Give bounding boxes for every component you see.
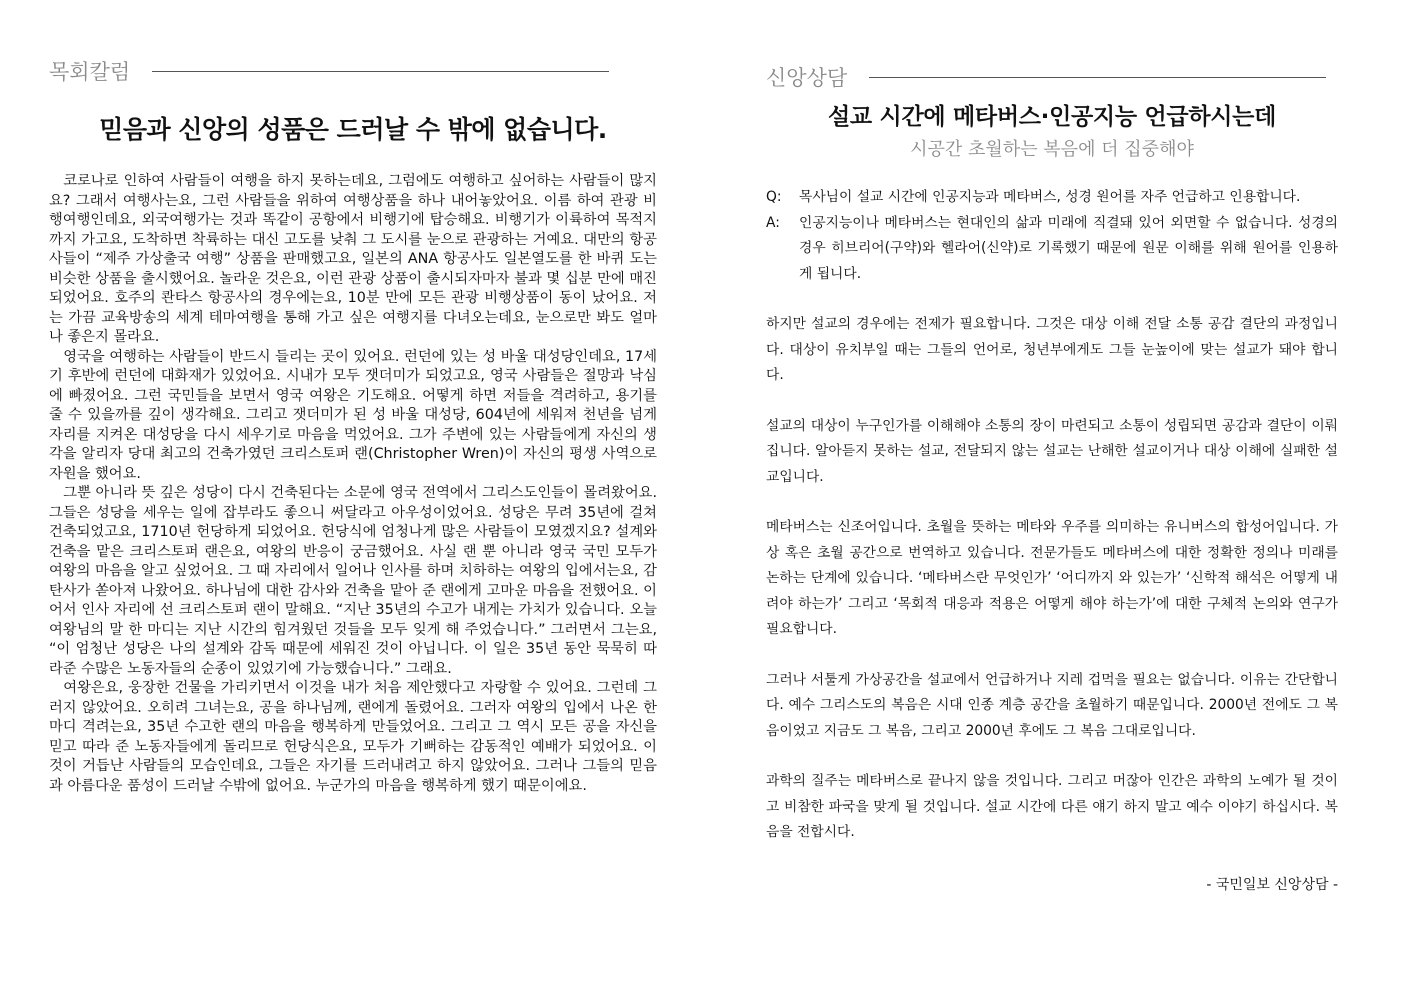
left-article-body [49, 172, 657, 796]
answer-item [766, 211, 1338, 288]
right-article-subtitle: 시공간 초월하는 복음에 더 집중해야 [910, 139, 1194, 160]
left-paragraph: 여왕은요, 웅장한 건물을 가리키면서 이것을 내가 처음 제안했다고 자랑할 수 있어요. 그런데 그러지 않았어요. 오히려 그녀는요, 공을 하나님께, 랜에게 돌렸어요. 그러자 여왕의 입에서 나온 한마디 격려는요, 35년 수고한 랜의 마음을 행복하게 만들었어요. 그리고 그 역시 모든 공을 자신을 믿고 따라 준 노동자들에게 돌리므로 헌당식은요, 모두가 기뻐하는 감동적인 예배가 되었어요. 이것이 거듭난 사람들의 모습인데요, 그들은 자기를 드러내려고 하지 않았어요. 그러나 그들의 믿음과 아름다운 품성이 드러날 수밖에 없어요. 누군가의 마음을 행복하게 했기 때문이에요. [49, 680, 657, 794]
answer-label: A: [766, 214, 780, 231]
left-header-rule [152, 71, 609, 72]
left-paragraph: 영국을 여행하는 사람들이 반드시 들리는 곳이 있어요. 런던에 있는 성 바울 대성당인데요, 17세기 후반에 런던에 대화재가 있었어요. 시내가 모두 잿더미가 되었고요, 영국 사람들은 절망과 낙심에 빠졌어요. 그런 국민들을 보면서 영국 여왕은 기도해요. 어떻게 하면 저들을 격려하고, 용기를 줄 수 있을까를 깊이 생각해요. 그리고 잿더미가 된 성 바울 대성당, 604년에 세워져 천년을 넘게 자리를 지켜온 대성당을 다시 세우기로 마음을 먹었어요. 그가 주변에 있는 사람들에게 자신의 생각을 알리자 당대 최고의 건축가였던 크리스토퍼 랜(Christopher Wren)이 자신의 평생 사역으로 자원을 했어요. [49, 348, 657, 482]
answer-text: 인공지능이나 메타버스는 현대인의 삶과 미래에 직결돼 있어 외면할 수 없습니다. 성경의 경우 히브리어(구약)와 헬라어(신약)로 기록했기 때문에 원문 이해를 위해 원어를 인용하게 됩니다. [799, 214, 1338, 282]
source-signature: - 국민일보 신앙상담 - [1206, 876, 1338, 893]
right-paragraph: 과학의 질주는 메타버스로 끝나지 않을 것입니다. 그리고 머잖아 인간은 과학의 노예가 될 것이고 비참한 파국을 맞게 될 것입니다. 설교 시간에 다른 얘기 하지 말고 예수 이야기 하십시다. 복음을 전합시다. [766, 773, 1338, 840]
right-section-label: 신앙상담 [766, 66, 848, 90]
question-answer-block [766, 185, 1338, 287]
faith-counseling-column [766, 0, 1338, 894]
left-paragraph: 코로나로 인하여 사람들이 여행을 하지 못하는데요, 그럼에도 여행하고 싶어하는 사람들이 많지요? 그래서 여행사는요, 그런 사람들을 위하여 여행상품을 하나 내어놓았어요. 이름 하여 관광 비행여행인데요, 외국여행가는 것과 똑같이 공항에서 비행기에 탑승해요. 비행기가 이륙하여 목적지까지 가고요, 도착하면 착륙하는 대신 고도를 낮춰 그 도시를 눈으로 관광하는 거예요. 대만의 항공사들이 “제주 가상출국 여행” 상품을 판매했고요, 일본의 ANA 항공사도 일본열도를 한 바퀴 도는 비슷한 상품을 출시했어요. 놀라운 것은요, 이런 관광 상품이 출시되자마자 불과 몇 십분 만에 매진되었어요. 호주의 콴타스 항공사의 경우에는요, 10분 만에 모든 관광 비행상품이 동이 났어요. 저는 가끔 교육방송의 세계 테마여행을 통해 가고 싶은 여행지를 다녀오는데요, 눈으로만 봐도 얼마나 좋은지 몰라요. [49, 173, 657, 345]
question-label: Q: [766, 189, 782, 205]
right-paragraph: 하지만 설교의 경우에는 전제가 필요합니다. 그것은 대상 이해 전달 소통 공감 결단의 과정입니다. 대상이 유치부일 때는 그들의 언어로, 청년부에게도 그들 눈높이에 맞는 설교가 돼야 합니다. [766, 316, 1338, 383]
right-paragraph: 설교의 대상이 누구인가를 이해해야 소통의 장이 마련되고 소통이 성립되면 공감과 결단이 이뤄집니다. 알아듣지 못하는 설교, 전달되지 않는 설교는 난해한 설교이거나 대상 이해에 실패한 설교입니다. [766, 417, 1338, 485]
pastoral-column [49, 0, 657, 796]
left-paragraph: 그뿐 아니라 뜻 깊은 성당이 다시 건축된다는 소문에 영국 전역에서 그리스도인들이 몰려왔어요. 그들은 성당을 세우는 일에 잡부라도 좋으니 써달라고 아우성이었어요. 성당은 무려 35년에 걸쳐 건축되었고요, 1710년 헌당하게 되었어요. 헌당식에 엄청나게 많은 사람들이 모였겠지요? 설계와 건축을 맡은 크리스토퍼 랜은요, 여왕의 반응이 궁금했어요. 사실 랜 뿐 아니라 영국 국민 모두가 여왕의 마음을 알고 싶었어요. 그 때 자리에서 일어나 인사를 하며 치하하는 여왕의 입에서는요, 감탄사가 쏟아져 나왔어요. 하나님에 대한 감사와 건축을 맡아 준 랜에게 고마운 마음을 전했어요. 이어서 인사 자리에 선 크리스토퍼 랜이 말해요. “지난 35년의 수고가 내게는 가치가 있습니다. 오늘 여왕님의 말 한 마디는 지난 시간의 힘겨웠던 것들을 모두 잊게 해 주었습니다.” 그러면서 그는요, “이 엄청난 성당은 나의 설계와 감독 때문에 세워진 것이 아닙니다. 이 일은 35년 동안 묵묵히 따라준 수많은 노동자들의 순종이 있었기에 가능했습니다.” 그래요. [49, 485, 657, 677]
left-section-header [49, 56, 609, 86]
question-item [766, 185, 1338, 211]
right-header-rule [869, 77, 1326, 78]
question-text: 목사님이 설교 시간에 인공지능과 메타버스, 성경 원어를 자주 언급하고 인용합니다. [799, 189, 1301, 205]
left-section-label: 목회칼럼 [49, 60, 131, 84]
right-section-header [766, 62, 1326, 92]
right-article-title: 설교 시간에 메타버스·인공지능 언급하시는데 [827, 104, 1276, 130]
right-paragraph: 메타버스는 신조어입니다. 초월을 뜻하는 메타와 우주를 의미하는 유니버스의 합성어입니다. 가상 혹은 초월 공간으로 번역하고 있습니다. 전문가들도 메타버스에 대한 정확한 정의나 미래를 논하는 단계에 있습니다. ‘메타버스란 무엇인가’ ‘어디까지 와 있는가’ ‘신학적 해석은 어떻게 내려야 하는가’ 그리고 ‘목회적 대응과 적용은 어떻게 해야 하는가’에 대한 구체적 논의와 연구가 필요합니다. [766, 519, 1338, 637]
left-article-title: 믿음과 신앙의 성품은 드러날 수 밖에 없습니다. [99, 115, 607, 144]
right-paragraph: 그러나 서툴게 가상공간을 설교에서 언급하거나 지레 겁먹을 필요는 없습니다. 이유는 간단합니다. 예수 그리스도의 복음은 시대 인종 계층 공간을 초월하기 때문입니다. 2000년 전에도 그 복음이었고 지금도 그 복음, 그리고 2000년 후에도 그 복음 그대로입니다. [766, 671, 1338, 739]
